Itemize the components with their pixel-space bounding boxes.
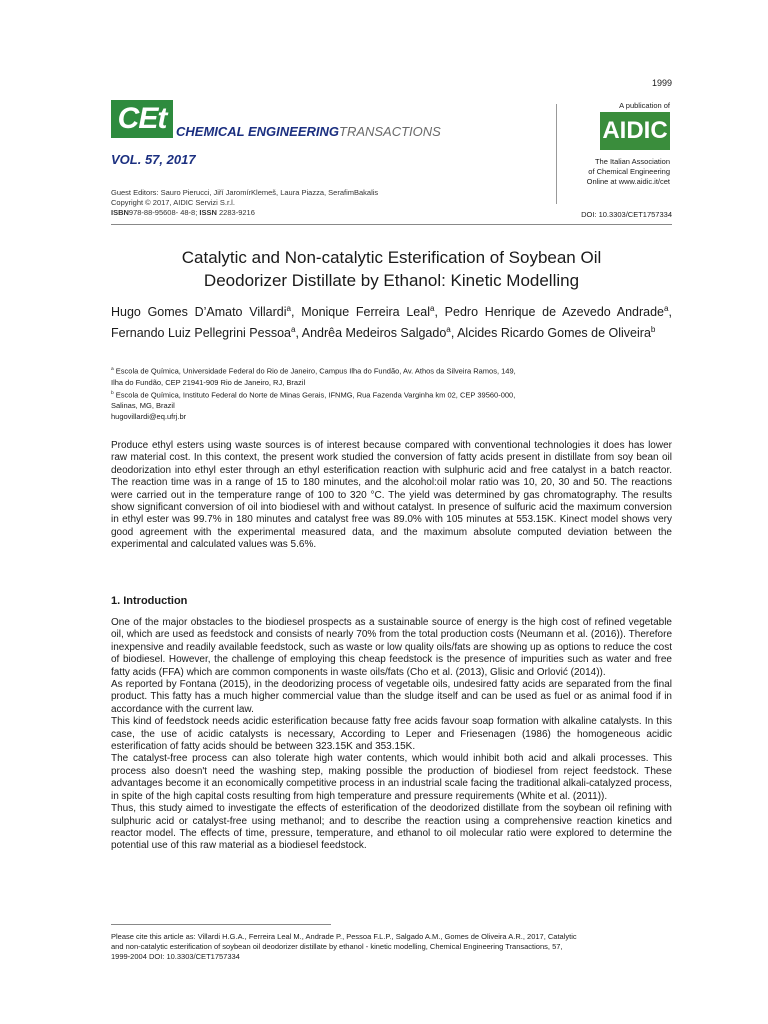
isbn: 978-88-95608- 48-8; bbox=[128, 208, 198, 217]
author: Pedro Henrique de Azevedo Andrade bbox=[444, 305, 665, 320]
title-line: Catalytic and Non-catalytic Esterification of Soybean Oil bbox=[181, 248, 602, 267]
publisher-logo: AIDIC bbox=[600, 112, 670, 150]
author: Hugo Gomes D’Amato Villardi bbox=[111, 305, 287, 320]
author-affiliation-mark: a bbox=[446, 325, 451, 335]
author: Monique Ferreira Leal bbox=[301, 305, 430, 320]
author-affiliation-mark: a bbox=[429, 304, 435, 313]
editors-block bbox=[111, 188, 378, 218]
abstract: Produce ethyl esters using waste sources is of interest because compared with conventional technologies it does has lower raw material cost. In this context, the present work studied the conversion of fatty acids present in distillate from soy bean oil deodorization into ethyl ester through an ethyl esterification reaction with sulphuric acid and free catalyst in a batch reactor. The reaction time was in a range of 15 to 180 minutes, and the alcohol:oil molar ratio was 10, 20, 30 and 50. The reactions were carried out in the temperature range of 100 to 320 °C. The yield was determined by gas chromatography. The results show significant conversion of oil into biodiesel with and without catalyst. In presence of sulfuric acid the maximum conversion in ethyl ester was 99.7% in 180 minutes and catalyst free was 89.0% with 105 minutes at 553.15K. Kinect model shows very good agreement with the experimental measured data, and the maximum absolute computed deviation between the experimental and calculated values was 5.6%. bbox=[111, 440, 672, 551]
author: Alcides Ricardo Gomes de Oliveira bbox=[457, 326, 651, 341]
introduction-body bbox=[111, 617, 672, 853]
article-title bbox=[111, 246, 672, 292]
author-affiliation-mark: a bbox=[290, 325, 296, 335]
paragraph: One of the major obstacles to the biodiesel prospects as a sustainable source of energy is the high cost of refined vegetable oil, which are used as feedstock and consists of nearly 70% from the total production costs (Neumann et al. (2016)). Therefore inexpensive and readily available feedstock, such as waste or low quality oils/fats are showing up as options to reduce the cost of biodiesel. However, the challenge of employing this cheap feedstock is the presence of impurities such as water and free fatty acids (FFA) which are common components in waste oils/fats (Cho et al. (2013), Glisic and Orlović (2014)). bbox=[111, 617, 672, 678]
isbn-label: ISBN bbox=[111, 208, 129, 217]
issn-label: ISSN bbox=[199, 208, 217, 217]
journal-logo: CEt bbox=[111, 100, 173, 138]
author-list: Hugo Gomes D’Amato Villardi$^a$, Monique Ferreira Leal$^a$, Pedro Henrique de Azevedo Andrade$^a$, Fernando Luiz Pellegrini Pessoa$^a$, Andrêa Medeiros Salgado$^a$, Alcides Ricardo Gomes de Oliveira$^b$ bbox=[111, 304, 673, 341]
copyright: Copyright © 2017, AIDIC Servizi S.r.l. bbox=[111, 198, 235, 207]
corresponding-email: hugovillardi@eq.ufrj.br bbox=[111, 412, 187, 421]
author-affiliation-mark: a bbox=[664, 304, 669, 313]
affiliation-text: Salinas, MG, Brazil bbox=[111, 401, 175, 410]
doi: DOI: 10.3303/CET1757334 bbox=[581, 210, 672, 219]
journal-name bbox=[176, 124, 441, 139]
isbn-issn bbox=[111, 208, 378, 218]
publisher-label: A publication of bbox=[619, 101, 670, 110]
publisher-description bbox=[560, 157, 670, 187]
issn: 2283-9216 bbox=[219, 208, 255, 217]
journal-name-bold: CHEMICAL ENGINEERING bbox=[176, 124, 339, 139]
affiliation-text: Ilha do Fundão, CEP 21941-909 Rio de Janeiro, RJ, Brazil bbox=[111, 377, 306, 387]
volume: VOL. 57, 2017 bbox=[111, 152, 196, 167]
affiliation-text: Escola de Química, Instituto Federal do Norte de Minas Gerais, IFNMG, Rua Fazenda Varginha km 02, CEP 39560-000, bbox=[115, 390, 516, 399]
author-affiliation-mark: a bbox=[286, 304, 292, 313]
paragraph: Thus, this study aimed to investigate the effects of esterification of the deodorized distillate from the soybean oil refining with sulphuric acid or catalyst-free using methanol; and to describe the reaction using a comprehensive reaction kinetics and reactor model. The effects of time, pressure, temperature, and ethanol to oil molecular ratio were explored to determine the potential use of this raw material as a biodiesel feedstock. bbox=[111, 803, 672, 852]
paragraph: The catalyst-free process can also tolerate high water contents, which would inhibit both acid and alkali processes. This process also doesn't need the washing step, making possible the production of biodiesel from reject feedstock. These advantages become it an economically competitive process in an industrial scale facing the traditional alkali-catalyzed process, in spite of the high capital costs resulting from high temperature and pressure requirements (White et al. (2011)). bbox=[111, 753, 672, 802]
affiliation-label: b bbox=[111, 390, 114, 396]
paragraph: As reported by Fontana (2015), in the deodorizing process of vegetable oils, undesired fatty acids are separated from the final product. This fatty has a much higher commercial value than the sludge itself and can be used as fuel or as animal food if in accordance with the current law. bbox=[111, 679, 672, 715]
header-rule bbox=[111, 224, 672, 225]
citation-line: Please cite this article as: Villardi H.G.A., Ferreira Leal M., Andrade P., Pessoa F.L.P., Salgado A.M., Gomes de Oliveira A.R., 2017, Catalytic bbox=[111, 932, 577, 941]
publisher-website: Online at www.aidic.it/cet bbox=[586, 177, 670, 186]
citation-line: and non-catalytic esterification of soybean oil deodorizer distillate by ethanol - kinetic modelling, Chemical Engineering Transactions, 57, bbox=[111, 942, 563, 951]
page-number: 1999 bbox=[651, 78, 672, 88]
header-divider bbox=[556, 104, 557, 204]
paragraph: This kind of feedstock needs acidic esterification because fatty free acids favour soap formation with alkaline catalysts. In this case, the use of acidic catalysts is necessary, According to Leper and Friesenagen (1986) the homogeneous acidic esterification of fatty acids should be between 323.15K and 353.15K. bbox=[111, 716, 672, 753]
guest-editors: Guest Editors: Sauro Pierucci, Jiří JaromírKlemeš, Laura Piazza, SerafimBakalis bbox=[111, 188, 379, 197]
affiliations bbox=[111, 364, 672, 422]
author: Andrêa Medeiros Salgado bbox=[301, 326, 447, 341]
title-line: Deodorizer Distillate by Ethanol: Kinetic Modelling bbox=[203, 271, 580, 290]
affiliation-b bbox=[111, 388, 672, 401]
affiliation-text: Escola de Química, Universidade Federal do Rio de Janeiro, Campus Ilha do Fundão, Av. Athos da Silveira Ramos, 149, bbox=[115, 366, 516, 376]
author: Fernando Luiz Pellegrini Pessoa bbox=[111, 326, 291, 341]
citation-footer bbox=[111, 932, 672, 962]
affiliation-a bbox=[111, 364, 672, 377]
publisher-desc-line: The Italian Association bbox=[594, 157, 670, 166]
author-affiliation-mark: b bbox=[650, 325, 656, 335]
section-heading: 1. Introduction bbox=[111, 595, 188, 607]
publisher-desc-line: of Chemical Engineering bbox=[588, 167, 670, 176]
citation-line: 1999-2004 DOI: 10.3303/CET1757334 bbox=[111, 952, 240, 961]
footer-rule bbox=[111, 924, 331, 925]
affiliation-label: a bbox=[111, 367, 114, 372]
journal-name-light: TRANSACTIONS bbox=[339, 124, 441, 139]
